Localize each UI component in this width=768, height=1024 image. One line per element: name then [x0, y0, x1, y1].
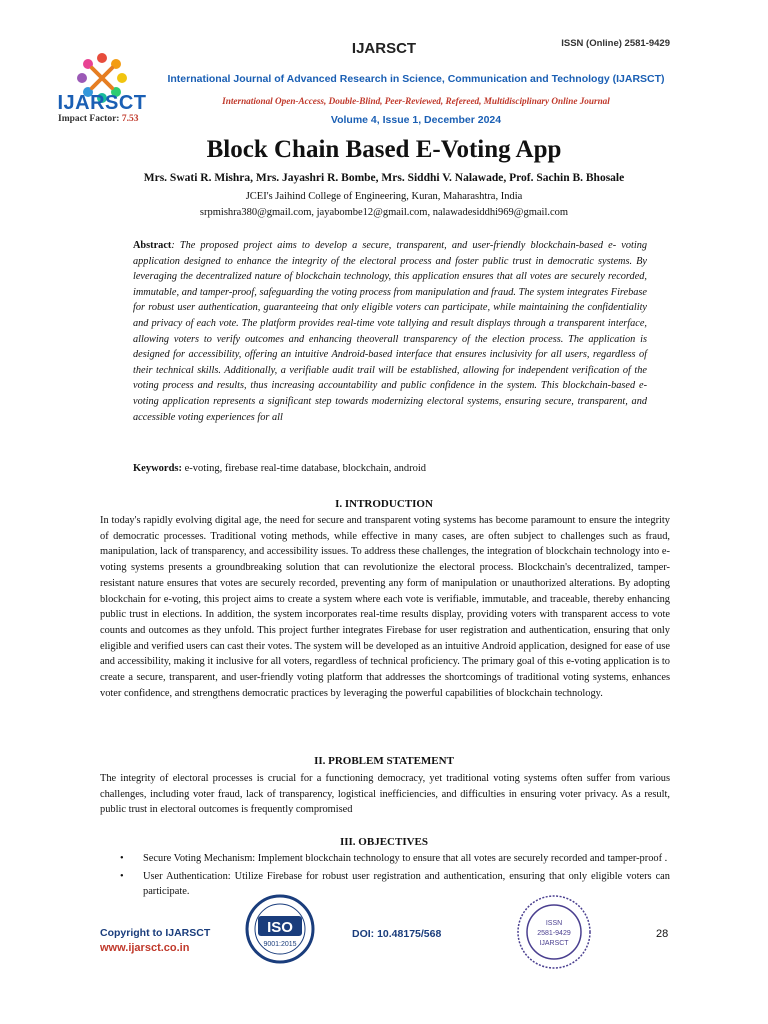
page-number: 28 — [656, 928, 669, 940]
section-heading-problem-statement: II. PROBLEM STATEMENT — [314, 755, 454, 767]
author-emails: srpmishra380@gmail.com, jayabombe12@gmail.com, nalawadesiddhi969@gmail.com — [199, 207, 569, 218]
paper-authors: Mrs. Swati R. Mishra, Mrs. Jayashri R. Bombe, Mrs. Siddhi V. Nalawade, Prof. Sachin B. Bhosale — [143, 172, 625, 184]
copyright-notice: Copyright to IJARSCT — [100, 927, 211, 939]
journal-name: International Journal of Advanced Research in Science, Communication and Technology (IJARSCT) — [167, 73, 665, 85]
objective-text: Secure Voting Mechanism: Implement blockchain technology to ensure that all votes are securely recorded and tamper-proof . — [143, 853, 668, 864]
journal-abbreviation: IJARSCT — [351, 40, 417, 57]
problem-statement-paragraph: The integrity of electoral processes is crucial for a functioning democracy, yet traditional voting systems often suffer from various challenges, including voter fraud, lack of transparency, logistical inefficiencies, and difficulties in ensuring voter privacy. As a result, public trust in electoral outcomes is frequently compromised — [100, 773, 670, 816]
logo-text: IJARSCT — [57, 92, 147, 114]
bullet-icon: • — [120, 870, 124, 882]
iso-text: ISO — [267, 919, 293, 936]
impact-value: 7.53 — [121, 114, 139, 124]
list-item — [100, 851, 670, 867]
keywords — [133, 463, 647, 474]
seal-issn-label: ISSN — [545, 920, 563, 927]
iso-certification-seal-icon — [236, 894, 324, 964]
bullet-icon: • — [120, 853, 124, 864]
abstract-text: : The proposed project aims to develop a secure, transparent, and user-friendly blockchain-based e- voting application designed to enhance the integrity of the electoral process and foster public trust in democratic systems. By leveraging the decentralized nature of blockchain technology, this application ensures that all votes are securely recorded, immutable, and tamper-proof, safeguarding the voting process from manipulation and fraud. The system integrates Firebase for robust user authentication, guaranteeing that only eligible voters can participate, while maintaining the confidentiality and privacy of each vote. The platform provides real-time vote tallying and result displays through a transparent interface, allowing voters to verify outcomes and enhancing theoverall transparency of the election process. The application is designed for accessibility, offering an intuitive Android-based interface that ensures inclusivity for all users, regardless of their technical skills. Additionally, a verifiable audit trail will be established, allowing for independent verification of the voting process and results, thus increasing accountability and public confidence in the system. This blockchain-based e-voting application represents a significant step towards modernizing electoral systems, ensuring secure, transparent, and accessible voting experiences for all — [133, 240, 647, 423]
paper-affiliation: JCEI's Jaihind College of Engineering, Kuran, Maharashtra, India — [245, 191, 523, 202]
doi-text: DOI: 10.48175/568 — [352, 928, 442, 940]
journal-website-link[interactable]: www.ijarsct.co.in — [100, 942, 190, 954]
issn-online: ISSN (Online) 2581-9429 — [561, 38, 670, 49]
impact-factor — [58, 114, 138, 124]
issn-seal-icon — [516, 894, 592, 970]
abstract-label: Abstract — [133, 240, 172, 251]
abstract — [133, 238, 647, 425]
section-heading-objectives: III. OBJECTIVES — [339, 836, 429, 848]
keywords-text: e-voting, firebase real-time database, blockchain, android — [182, 463, 427, 474]
introduction-paragraph: In today's rapidly evolving digital age, the need for secure and transparent voting systems has become paramount to ensure the integrity of democratic processes. Traditional voting methods, while effective in many cases, are often subject to challenges such as fraud, manipulation, lack of transparency, and accessibility issues. To address these challenges, the integration of blockchain technology into e-voting systems presents a groundbreaking solution that can revolutionize the electoral process. Blockchain's decentralized, tamper-resistant nature ensures that votes are securely recorded, preventing any form of manipulation or unauthorized alterations. By adopting blockchain for e-voting, this project aims to create a system where each vote is verifiable, immutable, and traceable, thereby enhancing public trust in elections. In addition, the system incorporates real-time results display, providing voters with transparent access to vote counts and outcomes as they unfold. This project further integrates Firebase for user registration and authentication, ensuring that only eligible and verified users can cast their votes. The system will be developed as an intuitive Android application, designed for ease of use and accessibility, making it inclusive for all voters, regardless of technical proficiency. The primary goal of this e-voting application is to create a secure, transparent, and user-friendly voting platform that addresses the shortcomings of traditional voting systems, enhances voter confidence, and strengthens democratic practices by leveraging the powerful capabilities of blockchain technology. — [100, 515, 670, 699]
objective-text: User Authentication: Utilize Firebase for robust user registration and authentication, ensuring that only eligible voters can participate. — [143, 870, 670, 898]
seal-issn-number: 2581-9429 — [537, 930, 571, 937]
seal-journal-name: IJARSCT — [539, 940, 569, 947]
iso-number: 9001:2015 — [263, 941, 297, 948]
paper-title: Block Chain Based E-Voting App — [206, 136, 562, 163]
journal-subtitle: International Open-Access, Double-Blind, Peer-Reviewed, Refereed, Multidisciplinary Online Journal — [222, 96, 610, 106]
section-heading-introduction: I. INTRODUCTION — [335, 498, 433, 510]
volume-issue: Volume 4, Issue 1, December 2024 — [330, 114, 502, 126]
impact-label: Impact Factor: — [58, 114, 120, 124]
keywords-label: Keywords: — [133, 463, 182, 474]
